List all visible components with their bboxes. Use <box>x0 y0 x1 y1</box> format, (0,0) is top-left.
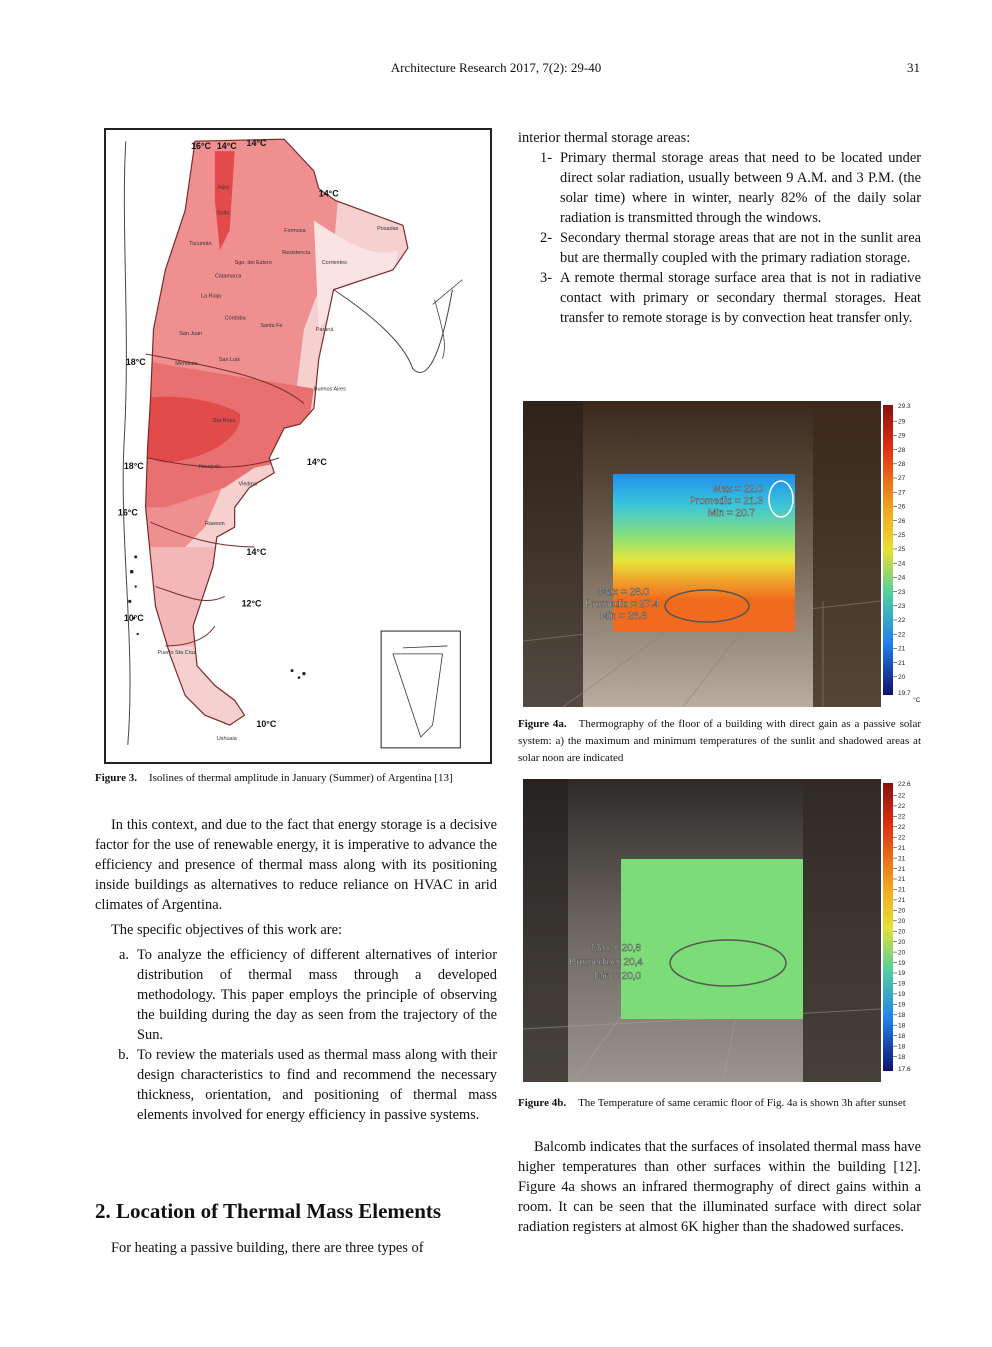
color-scale-bar <box>883 783 893 1071</box>
scale-tick-label: 19 <box>898 1001 906 1009</box>
thermo-b-min: Min = 20,0 <box>594 971 641 982</box>
map-label: 14°C <box>318 188 339 199</box>
scale-tick-label: 20 <box>898 674 906 681</box>
scale-tick-label: 20 <box>898 928 906 936</box>
city-label: Sta Rosa <box>212 418 236 425</box>
scale-tick-label: 22 <box>898 792 906 800</box>
figure-4a-caption <box>518 716 921 767</box>
list-marker: 3- <box>540 270 552 286</box>
city-label: Salta <box>216 210 230 217</box>
section-heading: 2. Location of Thermal Mass Elements <box>95 1199 442 1223</box>
city-label: Tucumán <box>189 241 212 248</box>
thermo-a-min-2: Min = 26.8 <box>600 611 647 622</box>
scale-tick-label: 22 <box>898 823 906 831</box>
city-label: Rawson <box>204 521 225 528</box>
scale-tick-label: 25 <box>898 532 906 539</box>
scale-tick-label: 20 <box>898 907 906 915</box>
figure-3-label: Figure 3. <box>95 772 137 784</box>
argentina-map-graphic <box>106 130 490 762</box>
left-column-end <box>95 1238 497 1258</box>
city-label: San Juan <box>179 331 203 338</box>
scale-tick-label: 25 <box>898 546 906 554</box>
scale-tick-label: 21 <box>898 897 906 905</box>
scale-tick-label: 20 <box>898 949 906 957</box>
scale-tick-label: 19 <box>898 980 906 988</box>
list-marker: b. <box>118 1047 129 1063</box>
scale-tick-label: 23 <box>898 588 906 596</box>
scale-min: 17.6 <box>898 1066 911 1073</box>
scale-tick-label: 23 <box>898 603 906 610</box>
thermography-4a-graphic <box>523 401 921 707</box>
scale-tick-label: 22 <box>898 813 906 821</box>
left-column <box>95 815 497 1125</box>
map-label: 18°C <box>123 460 144 471</box>
city-label: Mendoza <box>175 360 198 367</box>
list-text: To analyze the efficiency of different alternatives of interior distribution of thermal mass through a developed methodology. This paper employs the principle of observing the building during the day as seen from the trajectory of the Sun. <box>137 947 497 1043</box>
thermo-a-max: Max = 22.0 <box>713 484 763 495</box>
scale-tick-label: 21 <box>898 855 906 863</box>
map-label: 18°C <box>125 356 146 367</box>
scale-tick-label: 20 <box>898 917 906 925</box>
scale-tick-label: 19 <box>898 991 906 999</box>
scale-tick-label: 19 <box>898 970 906 978</box>
storage-item <box>518 268 921 328</box>
page-header <box>0 60 992 80</box>
list-marker: 1- <box>540 150 552 166</box>
scale-tick-label: 21 <box>898 645 906 653</box>
list-text: Primary thermal storage areas that need to be located under direct solar radiation, usually between 9 A.M. and 3 P.M. (the solar time) where in winter, nearly 82% of the daily solar radiation is transmitted through the windows. <box>560 150 921 226</box>
map-label: 16°C <box>191 141 211 152</box>
scale-tick-label: 21 <box>898 865 906 873</box>
objective-item <box>95 945 497 1045</box>
scale-max: 29.3 <box>898 403 911 410</box>
scale-tick-label: 21 <box>898 659 906 667</box>
map-label: 12°C <box>241 598 262 609</box>
scale-tick-label: 28 <box>898 446 906 454</box>
city-label: Viedma <box>238 481 257 488</box>
thermo-a-avg-2: Promedio = 27.4 <box>585 599 659 610</box>
paragraph: The specific objectives of this work are: <box>111 922 342 938</box>
thermography-4b <box>523 779 921 1082</box>
scale-unit: °C <box>913 697 921 704</box>
storage-item <box>518 148 921 228</box>
thermography-4a <box>523 401 921 707</box>
scale-tick-label: 22 <box>898 803 906 811</box>
thermo-a-max-2: Max = 28.0 <box>599 587 649 598</box>
figure-4b-text: The Temperature of same ceramic floor of Fig. 4a is shown 3h after sunset <box>578 1097 906 1109</box>
scale-tick-label: 21 <box>898 876 906 884</box>
list-text: To review the materials used as thermal mass along with their design characteristics to find and recommend the necessary thickness, orientation, and positioning of thermal mass elements involved for energy efficiency in passive systems. <box>137 1047 497 1123</box>
scale-tick-label: 24 <box>898 560 906 568</box>
city-label: Sgo. del Estero <box>234 259 272 266</box>
city-label: La Rioja <box>201 293 221 300</box>
city-label: San Luis <box>218 356 240 363</box>
paragraph: interior thermal storage areas: <box>518 130 691 146</box>
figure-4a-text: Thermography of the floor of a building with direct gain as a passive solar system: a) the maximum and minimum temperatures of the sunlit and shadowed areas at solar noon are indicated <box>518 718 921 764</box>
scale-tick-label: 26 <box>898 503 906 511</box>
right-column <box>518 128 921 328</box>
scale-tick-label: 18 <box>898 1022 906 1030</box>
storage-item <box>518 228 921 268</box>
thermo-a-min: Min = 20.7 <box>708 508 755 519</box>
scale-tick-label: 21 <box>898 886 906 894</box>
figure-4a-label: Figure 4a. <box>518 718 567 730</box>
city-label: Catamarca <box>214 273 242 280</box>
paragraph: Balcomb indicates that the surfaces of insolated thermal mass have higher temperatures than other surfaces within the building [12]. Figure 4a shows an infrared thermography of direct gains within a room. It can be seen that the illuminated surface with direct solar radiation registers at almost 6K higher than the shadowed surfaces. <box>518 1139 921 1235</box>
scale-tick-label: 27 <box>898 489 906 497</box>
map-label: 10°C <box>123 613 144 624</box>
scale-tick-label: 22 <box>898 834 906 842</box>
thermo-b-avg: Promedio = 20,4 <box>569 957 643 968</box>
scale-tick-label: 27 <box>898 475 906 483</box>
map-label: 16°C <box>117 507 138 518</box>
city-label: Resistencia <box>282 250 311 256</box>
right-column-end <box>518 1137 921 1237</box>
scale-tick-label: 19 <box>898 959 906 967</box>
thermo-a-avg: Promedio = 21.3 <box>689 496 763 507</box>
page-number: 31 <box>907 60 920 75</box>
scale-tick-label: 18 <box>898 1032 906 1040</box>
city-label: Neuquén <box>199 463 222 470</box>
scale-tick-label: 22 <box>898 617 906 625</box>
journal-citation: Architecture Research 2017, 7(2): 29-40 <box>390 60 602 75</box>
map-label: 14°C <box>246 138 267 149</box>
color-scale-bar <box>883 405 893 695</box>
city-label: Posadas <box>377 226 399 233</box>
city-label: Ushuaia <box>216 735 237 742</box>
city-label: Corrientes <box>321 259 347 266</box>
scale-tick-label: 18 <box>898 1043 906 1051</box>
scale-tick-label: 28 <box>898 461 906 468</box>
paragraph: For heating a passive building, there are three types of <box>111 1240 424 1256</box>
scale-tick-label: 24 <box>898 574 906 582</box>
map-label: 10°C <box>256 719 277 730</box>
figure-4b-label: Figure 4b. <box>518 1097 567 1109</box>
scale-tick-label: 18 <box>898 1011 906 1019</box>
paragraph: In this context, and due to the fact that energy storage is a decisive factor for the use of renewable energy, it is imperative to advance the efficiency and presence of thermal mass along with its positioning inside buildings as alternatives to reduce reliance on HVAC in arid climates of Argentina. <box>95 817 497 913</box>
scale-tick-label: 18 <box>898 1053 906 1061</box>
scale-tick-label: 22 <box>898 631 906 639</box>
city-label: Paraná <box>315 327 334 334</box>
thermography-4b-graphic <box>523 779 921 1082</box>
scale-tick-label: 21 <box>898 844 906 852</box>
figure-3-text: Isolines of thermal amplitude in January (Summer) of Argentina [13] <box>148 772 453 784</box>
figure-4b-caption <box>518 1095 921 1112</box>
scale-tick-label: 20 <box>898 938 906 946</box>
scale-min: 19.7 <box>898 690 911 697</box>
objective-item <box>95 1045 497 1125</box>
scale-tick-label: 29 <box>898 418 906 426</box>
city-label: Formosa <box>284 228 306 235</box>
list-text: A remote thermal storage surface area that is not in radiative contact with primary or secondary thermal storages. Heat transfer to remote storage is by convection heat transfer only. <box>560 270 921 326</box>
isolines-map <box>104 128 492 764</box>
city-label: Buenos Aires <box>313 386 346 393</box>
scale-tick-label: 29 <box>898 432 906 440</box>
map-label: 14°C <box>216 141 237 152</box>
city-label: Santa Fe <box>260 323 283 330</box>
figure-3-caption <box>95 770 497 787</box>
scale-tick-label: 26 <box>898 517 906 525</box>
list-marker: 2- <box>540 230 552 246</box>
list-marker: a. <box>119 947 129 963</box>
list-text: Secondary thermal storage areas that are not in the sunlit area but are thermally coupled with the primary radiation storage. <box>560 230 921 266</box>
city-label: Jujuy <box>216 184 230 191</box>
city-label: Puerto Sta Cruz <box>157 649 197 656</box>
map-label: 14°C <box>306 456 327 467</box>
thermo-b-max: Max = 20,8 <box>591 943 641 954</box>
map-label: 14°C <box>246 546 267 557</box>
scale-max: 22.6 <box>898 781 911 788</box>
city-label: Córdoba <box>224 315 246 322</box>
